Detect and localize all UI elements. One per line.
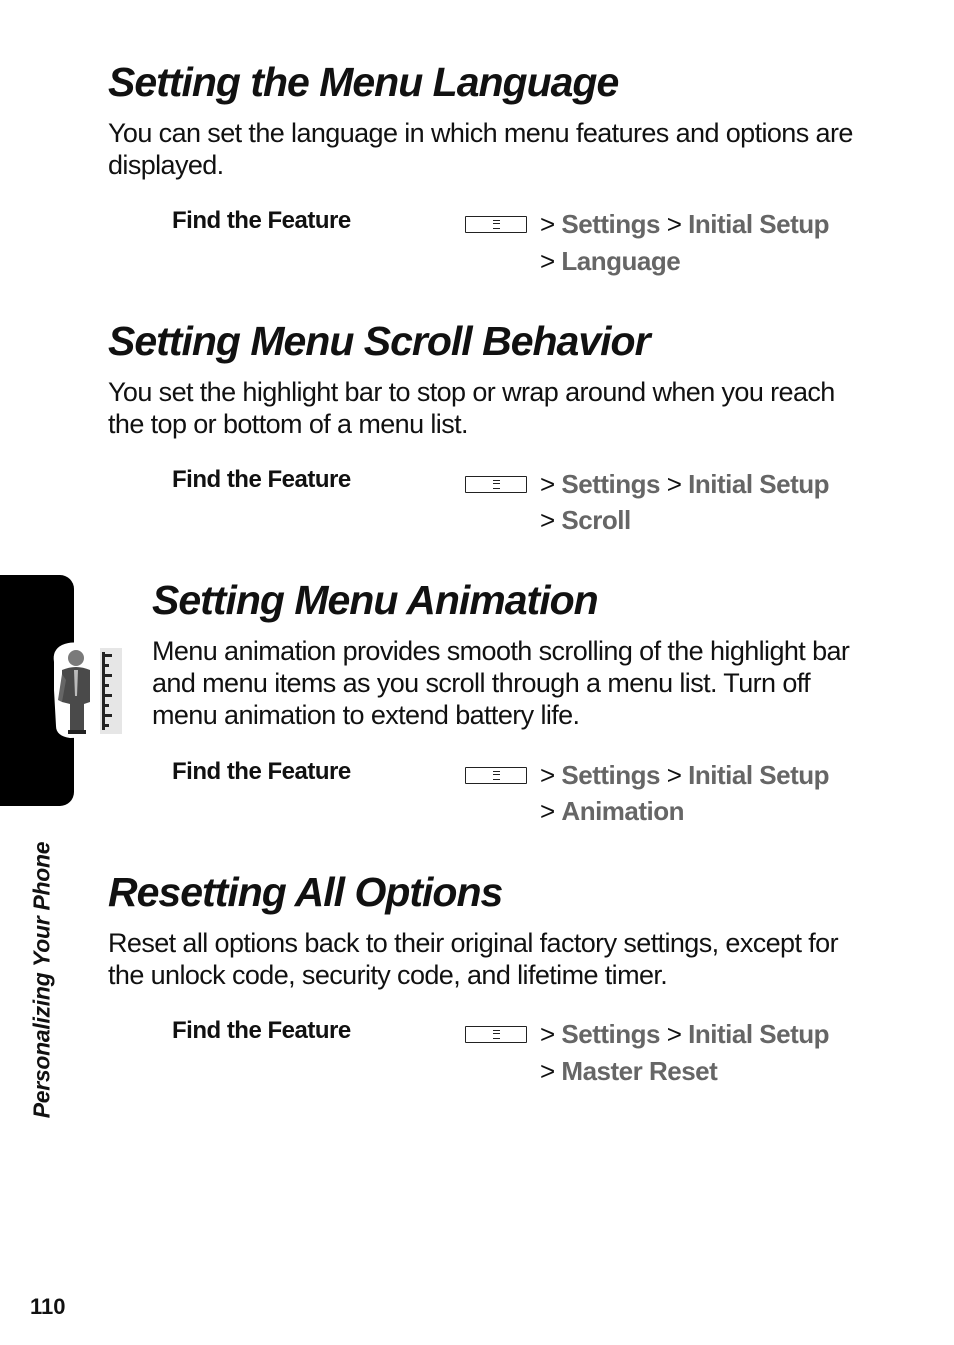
find-feature-label: Find the Feature <box>172 207 351 234</box>
path-item-initial-setup: Initial Setup <box>688 209 829 239</box>
path-item-settings: Settings <box>561 1019 660 1049</box>
menu-key-icon <box>465 1026 527 1043</box>
menu-key-icon <box>465 216 527 233</box>
feature-path-line-1: > Settings > Initial Setup <box>540 469 829 499</box>
find-feature-label: Find the Feature <box>172 1017 351 1044</box>
section-body-scroll-behavior: You set the highlight bar to stop or wrap around when you reach the top or bottom of a menu list. <box>108 377 835 439</box>
section-title-reset-all: Resetting All Options <box>108 869 503 915</box>
section-body-menu-animation: Menu animation provides smooth scrolling of the highlight bar and menu items as you scroll through a menu list. Turn off menu animation to extend battery life. <box>152 636 850 730</box>
feature-path-line-2: > Scroll <box>540 505 631 535</box>
section-title-menu-language: Setting the Menu Language <box>108 59 619 105</box>
path-item-master-reset: Master Reset <box>561 1056 718 1086</box>
path-item-settings: Settings <box>561 760 660 790</box>
path-item-scroll: Scroll <box>561 505 631 535</box>
path-item-initial-setup: Initial Setup <box>688 760 829 790</box>
feature-path-line-1: > Settings > Initial Setup <box>540 1019 829 1049</box>
section-title-menu-animation: Setting Menu Animation <box>152 577 598 623</box>
section-body-reset-all: Reset all options back to their original factory settings, except for the unlock code, security code, and lifetime timer. <box>108 928 838 990</box>
feature-path-line-1: > Settings > Initial Setup <box>540 760 829 790</box>
person-with-ruler-icon <box>48 640 124 740</box>
path-item-settings: Settings <box>561 469 660 499</box>
path-item-initial-setup: Initial Setup <box>688 1019 829 1049</box>
path-item-initial-setup: Initial Setup <box>688 469 829 499</box>
find-feature-label: Find the Feature <box>172 758 351 785</box>
section-title-scroll-behavior: Setting Menu Scroll Behavior <box>108 318 650 364</box>
path-item-language: Language <box>561 246 681 276</box>
feature-path-line-2: > Master Reset <box>540 1056 718 1086</box>
menu-key-icon <box>465 767 527 784</box>
chapter-side-label: Personalizing Your Phone <box>28 841 55 1119</box>
section-body-menu-language: You can set the language in which menu features and options are displayed. <box>108 118 853 180</box>
menu-key-icon <box>465 476 527 493</box>
path-item-settings: Settings <box>561 209 660 239</box>
feature-path-line-2: > Animation <box>540 796 685 826</box>
feature-path-line-1: > Settings > Initial Setup <box>540 209 829 239</box>
page-number: 110 <box>30 1294 66 1319</box>
feature-path-line-2: > Language <box>540 246 681 276</box>
path-item-animation: Animation <box>561 796 685 826</box>
find-feature-label: Find the Feature <box>172 466 351 493</box>
